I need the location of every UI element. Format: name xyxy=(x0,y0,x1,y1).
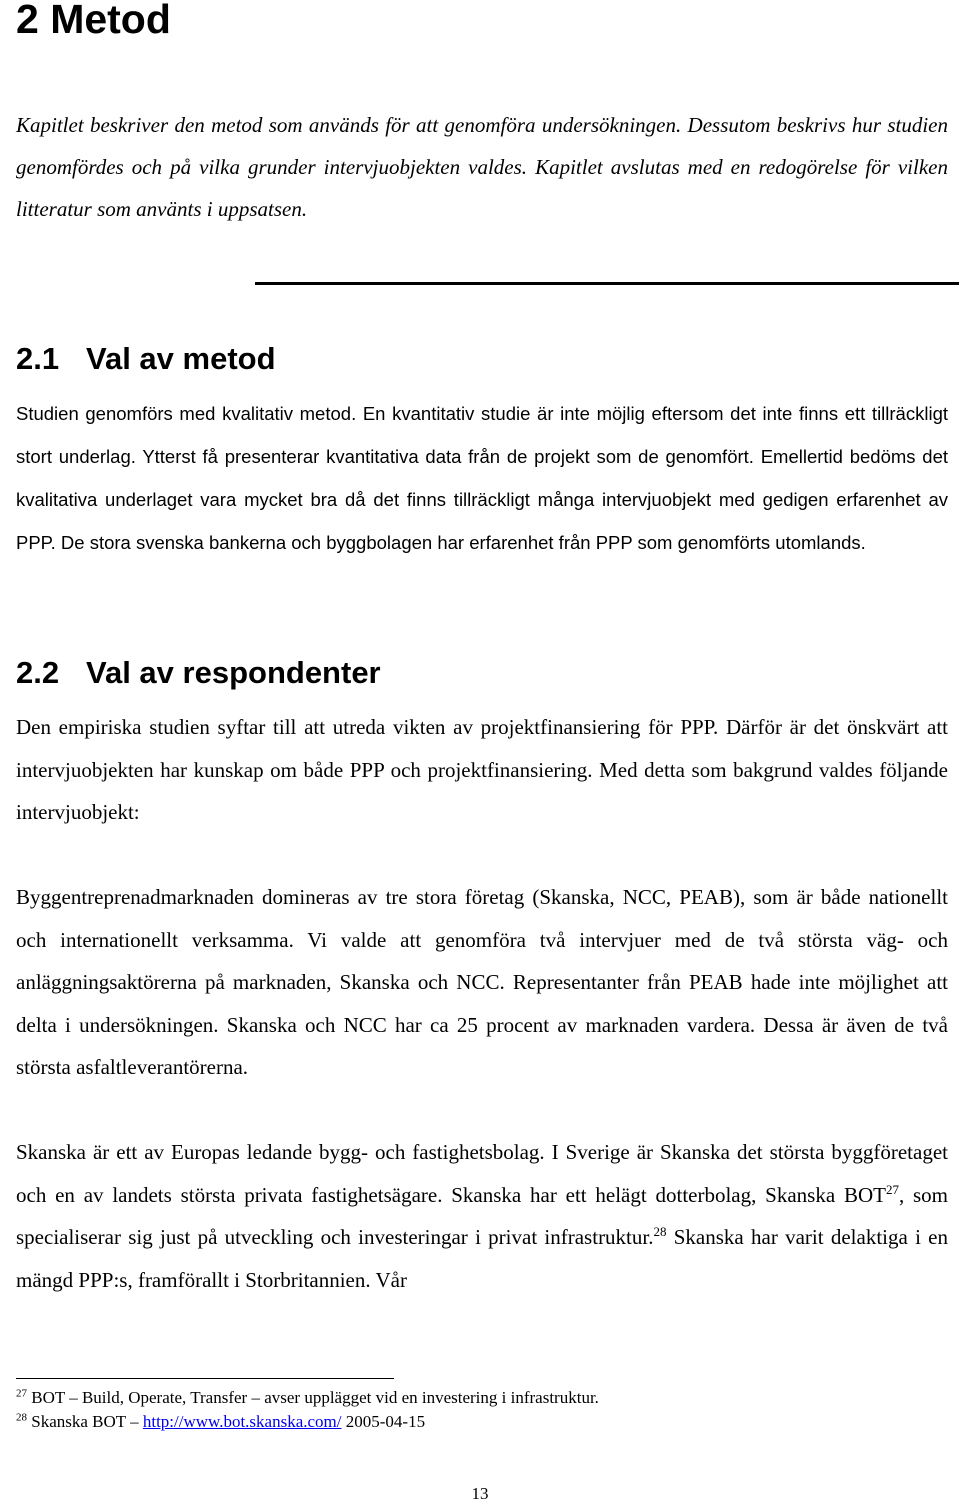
footnote-ref-27[interactable]: 27 xyxy=(885,1181,899,1197)
section-divider xyxy=(255,282,959,285)
section-heading-val-av-respondenter xyxy=(16,654,381,692)
footnote-28 xyxy=(16,1410,946,1434)
section-title: Val av metod xyxy=(86,341,276,376)
footnotes xyxy=(16,1386,946,1434)
footnote-number: 28 xyxy=(16,1411,27,1424)
paragraph-text: Skanska har varit delaktiga i en mängd PPP:s, framförallt i Storbritannien. Vår xyxy=(16,1225,948,1292)
section-body-val-av-metod: Studien genomförs med kvalitativ metod. En kvantitativ studie är inte möjlig eftersom det inte finns ett tillräckligt stort underlag. Ytterst få presenterar kvantitativa data från de projekt som de genomfört. Emellertid bedöms det kvalitativa underlaget vara mycket bra då det finns tillräckligt många intervjuobjekt med gedigen erfarenhet av PPP. De stora svenska bankerna och byggbolagen har erfarenhet från PPP som genomförts utomlands. xyxy=(16,403,948,553)
section-title: Val av respondenter xyxy=(86,655,381,690)
footnote-date: 2005-04-15 xyxy=(341,1412,426,1431)
footnote-text: BOT – Build, Operate, Transfer – avser upplägget vid en investering i infrastruktur. xyxy=(31,1388,599,1407)
footnote-27 xyxy=(16,1386,946,1410)
footnote-number: 27 xyxy=(16,1387,27,1400)
skanska-paragraph xyxy=(16,1131,948,1301)
section-number: 2.2 xyxy=(16,655,60,690)
market-paragraph: Byggentreprenadmarknaden domineras av tre stora företag (Skanska, NCC, PEAB), som är både nationellt och internationellt verksamma. Vi valde att genomföra två intervjuer med de två största väg- och anläggningsaktörerna på marknaden, Skanska och NCC. Representanter från PEAB hade inte möjlighet att delta i undersökningen. Skanska och NCC har ca 25 procent av marknaden vardera. Dessa är även de två största asfaltleverantörerna. xyxy=(16,885,948,1079)
respondents-intro-paragraph: Den empiriska studien syftar till att utreda vikten av projektfinansiering för PPP. Därför är det önskvärt att intervjuobjekten har kunskap om både PPP och projektfinansiering. Med detta som bakgrund valdes följande intervjuobjekt: xyxy=(16,715,948,824)
footnote-text: Skanska BOT – xyxy=(31,1412,143,1431)
skanska-bot-link[interactable]: http://www.bot.skanska.com/ xyxy=(142,1412,342,1431)
paragraph-text: , som specialiserar sig just på utveckling och investeringar i privat infrastruktur. xyxy=(16,1182,948,1249)
chapter-title: 2 Metod xyxy=(16,0,171,42)
section-number: 2.1 xyxy=(16,341,60,376)
footnote-ref-28[interactable]: 28 xyxy=(653,1224,667,1239)
footnote-divider xyxy=(16,1378,394,1379)
chapter-intro: Kapitlet beskriver den metod som används för att genomföra undersökningen. Dessutom beskrivs hur studien genomfördes och på vilka grunder intervjuobjekten valdes. Kapitlet avslutas med en redogörelse för vilken litteratur som använts i uppsatsen. xyxy=(16,113,948,221)
page-number: 13 xyxy=(471,1484,489,1503)
paragraph-text: Skanska är ett av Europas ledande bygg- och fastighetsbolag. I Sverige är Skanska det största byggföretaget och en av landets största privata fastighetsägare. Skanska har ett helägt dotterbolag, Skanska BOT xyxy=(16,1140,948,1207)
section-heading-val-av-metod xyxy=(16,340,276,378)
